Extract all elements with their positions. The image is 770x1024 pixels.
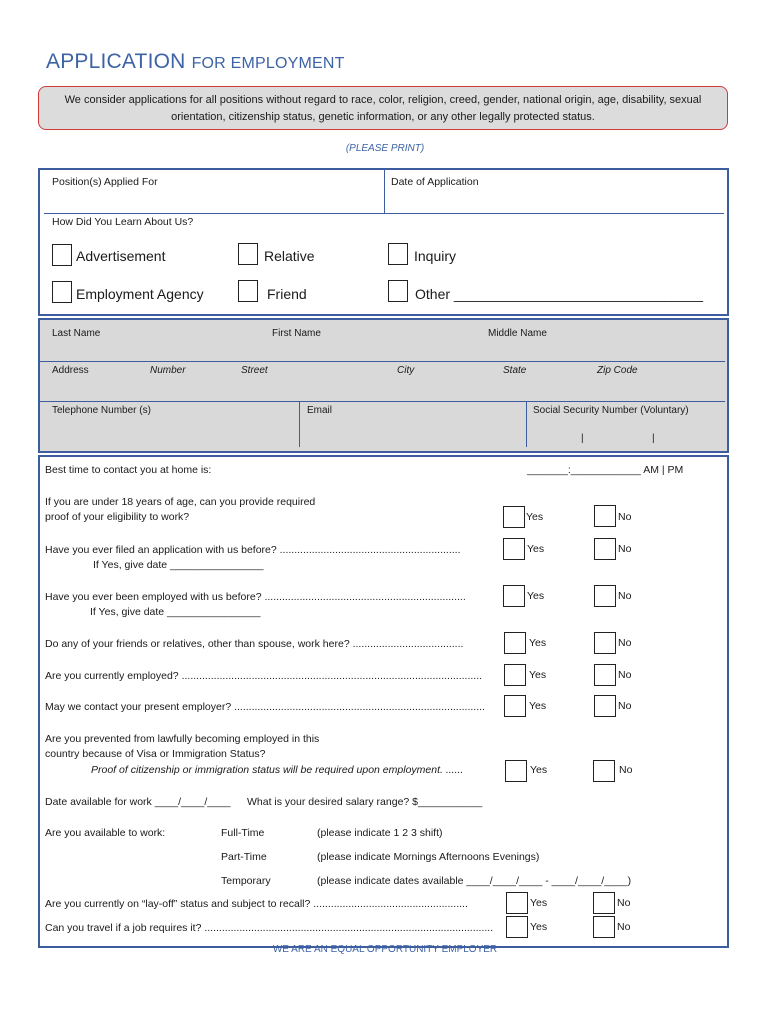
ssn-separator-2: | (652, 433, 655, 444)
friends-work-here-no-checkbox[interactable] (594, 632, 616, 654)
currently-employed-no-checkbox[interactable] (594, 664, 616, 686)
email-field[interactable] (302, 420, 524, 446)
zip-code-label: Zip Code (597, 365, 638, 376)
name-rule (40, 361, 725, 362)
under-18-no-checkbox[interactable] (594, 505, 616, 527)
inquiry-checkbox[interactable] (388, 243, 408, 265)
state-label: State (503, 365, 527, 376)
employed-before-yes-checkbox[interactable] (503, 585, 525, 607)
currently-employed-no-label: No (618, 669, 632, 681)
section1-divider (384, 170, 385, 213)
position-applied-field[interactable] (40, 172, 382, 212)
employment-agency-label: Employment Agency (76, 286, 204, 302)
visa-yes-label: Yes (530, 764, 548, 776)
equal-opportunity-footer: WE ARE AN EQUAL OPPORTUNITY EMPLOYER (272, 944, 498, 955)
other-label: Other ________________________________ (415, 286, 704, 302)
temporary-note[interactable]: (please indicate dates available ____/____/____ - ____/____/____) (317, 875, 632, 887)
part-time-label: Part-Time (221, 851, 267, 863)
employed-before-date[interactable]: If Yes, give date ________________ (90, 606, 261, 618)
email-ssn-divider (526, 402, 527, 447)
title-main: APPLICATION (46, 50, 186, 73)
under-18-yes-checkbox[interactable] (503, 506, 525, 528)
visa-question-line2: country because of Visa or Immigration Status? (45, 748, 266, 760)
friend-checkbox[interactable] (238, 280, 258, 302)
travel-no-label: No (617, 921, 631, 933)
city-label: City (397, 365, 415, 376)
layoff-question: Are you currently on “lay-off” status and subject to recall? ..................................................... (45, 898, 468, 910)
employed-before-yes-label: Yes (527, 590, 545, 602)
filed-before-no-checkbox[interactable] (594, 538, 616, 560)
section1-rule (44, 213, 724, 214)
layoff-no-label: No (617, 897, 631, 909)
date-available-field[interactable]: Date available for work ____/____/____ (45, 796, 231, 808)
best-time-field[interactable]: _______:____________ AM | PM (527, 464, 684, 476)
full-time-label: Full-Time (221, 827, 265, 839)
friends-work-here-yes-checkbox[interactable] (504, 632, 526, 654)
relative-checkbox[interactable] (238, 243, 258, 265)
layoff-yes-label: Yes (530, 897, 548, 909)
first-name-label: First Name (272, 328, 321, 339)
filed-before-question: Have you ever filed an application with us before? .............................................................. (45, 544, 461, 556)
title-sub: FOR EMPLOYMENT (191, 55, 345, 72)
other-checkbox[interactable] (388, 280, 408, 302)
inquiry-label: Inquiry (414, 248, 457, 264)
availability-label: Are you available to work: (45, 827, 166, 839)
learn-about-us-label: How Did You Learn About Us? (52, 216, 194, 228)
contact-employer-yes-label: Yes (529, 700, 547, 712)
contact-employer-question: May we contact your present employer? ...................................................................................... (45, 701, 485, 713)
middle-name-label: Middle Name (488, 328, 547, 339)
currently-employed-question: Are you currently employed? ....................................................................................................... (45, 670, 483, 682)
page-title (46, 50, 345, 74)
friends-work-here-yes-label: Yes (529, 637, 547, 649)
position-applied-label: Position(s) Applied For (52, 176, 158, 188)
layoff-no-checkbox[interactable] (593, 892, 615, 914)
layoff-yes-checkbox[interactable] (506, 892, 528, 914)
under-18-question-line2: proof of your eligibility to work? (45, 511, 190, 523)
last-name-label: Last Name (52, 328, 101, 339)
date-of-application-field[interactable] (386, 172, 722, 212)
please-print-note: (PLEASE PRINT) (345, 143, 425, 154)
visa-yes-checkbox[interactable] (505, 760, 527, 782)
part-time-note[interactable]: (please indicate Mornings Afternoons Evenings) (317, 851, 540, 863)
contact-employer-no-label: No (618, 700, 632, 712)
full-time-note[interactable]: (please indicate 1 2 3 shift) (317, 827, 443, 839)
currently-employed-yes-label: Yes (529, 669, 547, 681)
employment-agency-checkbox[interactable] (52, 281, 72, 303)
friends-work-here-question: Do any of your friends or relatives, other than spouse, work here? ...................................... (45, 638, 464, 650)
phone-email-divider (299, 402, 300, 447)
visa-no-checkbox[interactable] (593, 760, 615, 782)
notice-line-2: orientation, citizenship status, genetic information, or any other legally protected status. (171, 111, 595, 123)
telephone-field[interactable] (42, 420, 296, 446)
friends-work-here-no-label: No (618, 637, 632, 649)
friend-label: Friend (267, 286, 307, 302)
address-label: Address (52, 365, 89, 376)
under-18-question-line1: If you are under 18 years of age, can you provide required (45, 496, 316, 508)
name-field[interactable] (40, 342, 725, 360)
number-label: Number (150, 365, 186, 376)
visa-question-line1: Are you prevented from lawfully becoming employed in this (45, 733, 320, 745)
telephone-label: Telephone Number (s) (52, 405, 151, 416)
visa-no-label: No (619, 764, 633, 776)
best-time-label: Best time to contact you at home is: (45, 464, 212, 476)
email-label: Email (307, 405, 333, 416)
filed-before-yes-checkbox[interactable] (503, 538, 525, 560)
visa-question-line3: Proof of citizenship or immigration status will be required upon employment. ...... (91, 764, 464, 776)
employed-before-question: Have you ever been employed with us before? ..................................................................... (45, 591, 466, 603)
advertisement-label: Advertisement (76, 248, 166, 264)
address-rule (40, 401, 725, 402)
employed-before-no-checkbox[interactable] (594, 585, 616, 607)
street-label: Street (241, 365, 268, 376)
filed-before-no-label: No (618, 543, 632, 555)
eeo-notice (38, 86, 728, 130)
ssn-field[interactable] (529, 420, 725, 446)
temporary-label: Temporary (221, 875, 271, 887)
employed-before-no-label: No (618, 590, 632, 602)
address-field[interactable] (40, 378, 725, 398)
filed-before-yes-label: Yes (527, 543, 545, 555)
under-18-no-label: No (618, 511, 632, 523)
relative-label: Relative (264, 248, 315, 264)
travel-question: Can you travel if a job requires it? ................................................................................................... (45, 922, 494, 934)
advertisement-checkbox[interactable] (52, 244, 72, 266)
ssn-label: Social Security Number (Voluntary) (533, 405, 689, 416)
salary-range-field[interactable]: What is your desired salary range? $___________ (247, 796, 483, 808)
contact-employer-yes-checkbox[interactable] (504, 695, 526, 717)
travel-no-checkbox[interactable] (593, 916, 615, 938)
ssn-separator-1: | (581, 433, 584, 444)
currently-employed-yes-checkbox[interactable] (504, 664, 526, 686)
notice-line-1: We consider applications for all positions without regard to race, color, religion, creed, gender, national origin, age, disability, sexual (64, 94, 702, 106)
contact-employer-no-checkbox[interactable] (594, 695, 616, 717)
date-of-application-label: Date of Application (391, 176, 479, 188)
filed-before-date[interactable]: If Yes, give date ________________ (93, 559, 264, 571)
travel-yes-label: Yes (530, 921, 548, 933)
under-18-yes-label: Yes (526, 511, 544, 523)
travel-yes-checkbox[interactable] (506, 916, 528, 938)
